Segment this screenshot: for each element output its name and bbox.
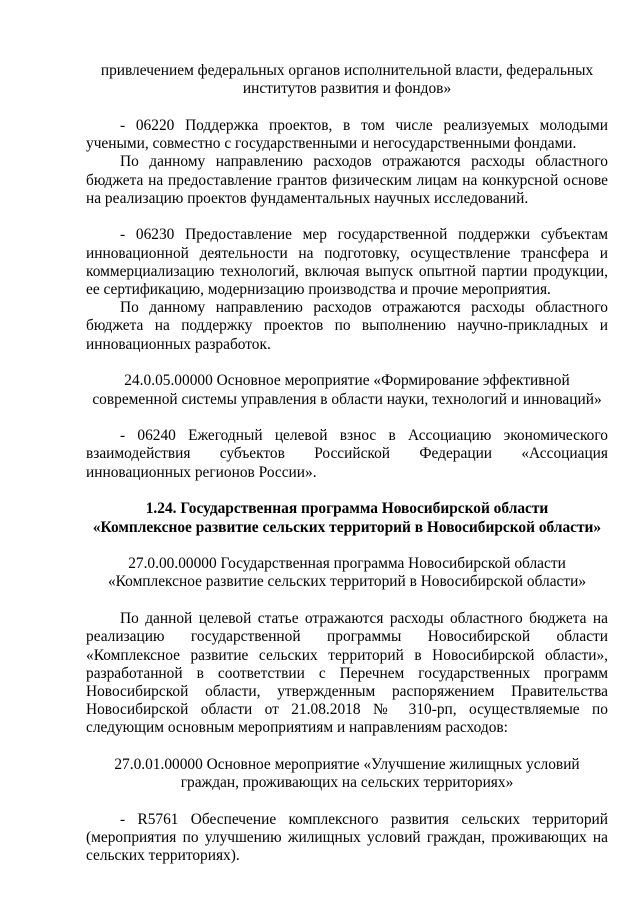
spacer [86,354,608,373]
expense-item-06230: - 06230 Предоставление мер государственной поддержки субъектам инновационной деятельности на подготовку, осуществление трансфера и коммерциализацию технологий, включая выпуск опытной партии продукции, ее сертификацию, модернизацию производства и прочие мероприятия. [86,226,608,299]
spacer [86,482,608,501]
text-line: 24.0.05.00000 Основное мероприятие «Формирование эффективной [124,372,570,390]
section-heading-1-24 [86,500,608,536]
spacer [86,208,608,227]
spacer [86,409,608,428]
document-page [86,62,608,866]
expense-item-r5761: - R5761 Обеспечение комплексного развития сельских территорий (мероприятия по улучшению жилищных условий граждан, проживающих на сельских территориях). [86,811,608,865]
expense-description: По данному направлению расходов отражаются расходы областного бюджета на предоставление грантов физическим лицам на конкурсной основе на реализацию проектов фундаментальных научных исследований. [86,153,608,207]
program-continuation-title [86,62,608,98]
main-event-27-0-01 [86,756,608,792]
text-line: институтов развития и фондов» [242,80,452,98]
target-article-description: По данной целевой статье отражаются расходы областного бюджета на реализацию государственной программы Новосибирской области «Комплексное развитие сельских территорий в Новосибирской области», разработанной в соответствии с Перечнем государственных программ Новосибирской области, утвержденным распоряжением Правительства Новосибирской области от 21.08.2018 № 310-рп, осуществляемые по следующим основным мероприятиям и направлениям расходов: [86,610,608,737]
spacer [86,98,608,117]
expense-item-06240: - 06240 Ежегодный целевой взнос в Ассоциацию экономического взаимодействия субъектов Российской Федерации «Ассоциация инновационных регионов России». [86,427,608,481]
text-line: граждан, проживающих на сельских территориях» [180,774,514,792]
spacer [86,537,608,556]
text-line: современной системы управления в области науки, технологий и инноваций» [92,390,602,408]
expense-description: По данному направлению расходов отражаются расходы областного бюджета на поддержку проектов по выполнению научно-прикладных и инновационных разработок. [86,299,608,353]
heading-line: 1.24. Государственная программа Новосибирской области [145,500,549,518]
text-line: привлечением федеральных органов исполнительной власти, федеральных [100,62,594,79]
spacer [86,793,608,812]
main-event-24-0-05 [86,372,608,408]
program-27-0-00 [86,555,608,591]
spacer [86,592,608,611]
spacer [86,738,608,757]
text-line: 27.0.01.00000 Основное мероприятие «Улучшение жилищных условий [114,756,580,774]
heading-line: «Комплексное развитие сельских территорий в Новосибирской области» [92,518,602,536]
expense-item-06220: - 06220 Поддержка проектов, в том числе реализуемых молодыми учеными, совместно с государственными и негосударственными фондами. [86,116,608,153]
text-line: 27.0.00.00000 Государственная программа Новосибирской области [128,555,566,573]
text-line: «Комплексное развитие сельских территорий в Новосибирской области» [107,573,587,591]
